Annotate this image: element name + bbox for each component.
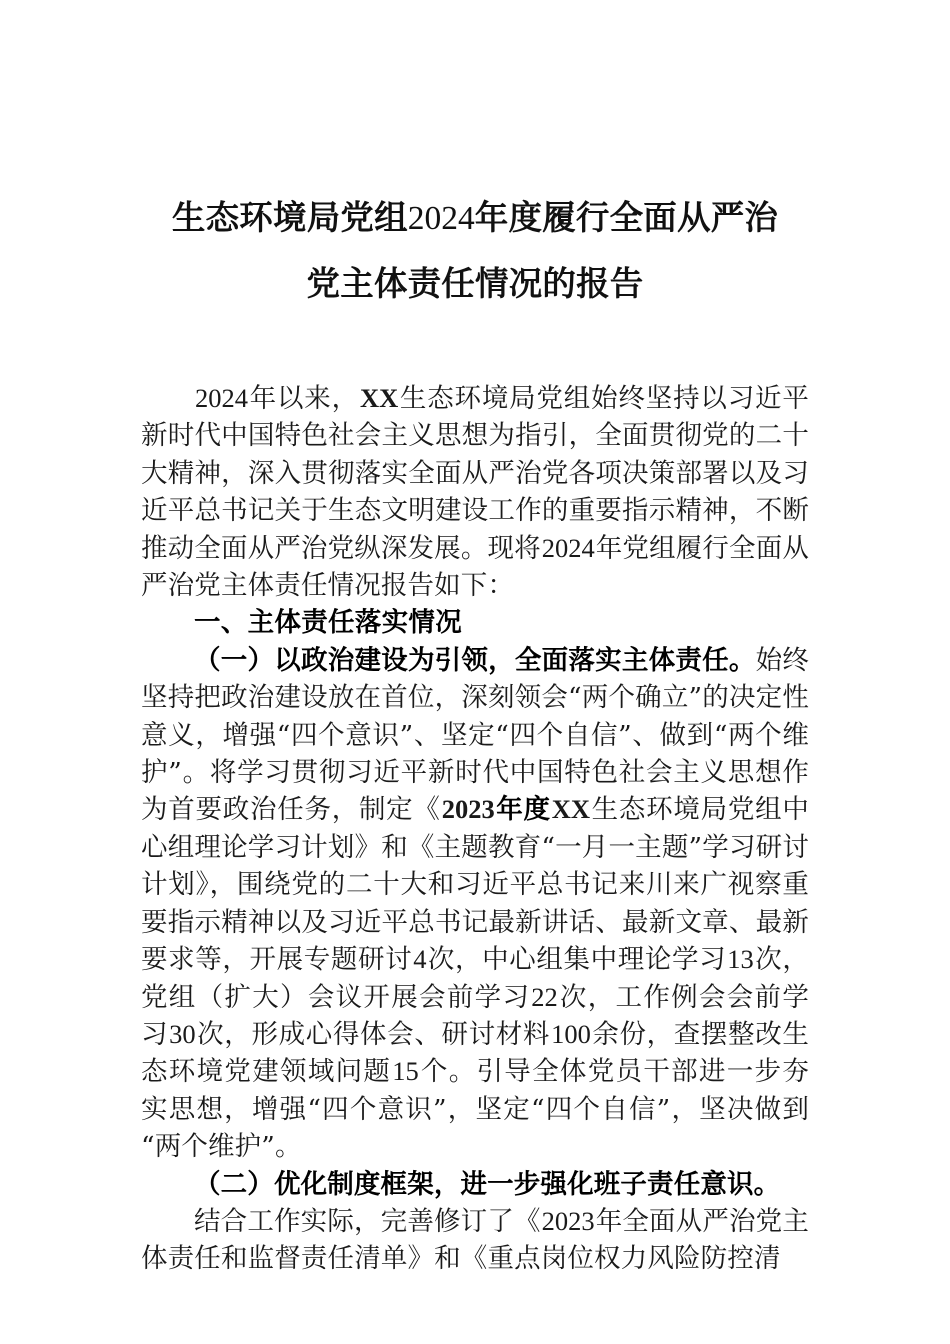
opening-paragraph (141, 380, 809, 604)
title-year: 2024 (407, 200, 475, 237)
inline-number: 13 (727, 944, 754, 975)
inline-number: 100 (551, 1018, 591, 1049)
page-title (141, 0, 809, 318)
inline-number: 22 (531, 981, 558, 1012)
paragraph-1-1 (141, 642, 809, 1166)
paragraph-lead: （一）以政治建设为引领，全面落实主体责任。 (194, 644, 756, 676)
inline-text: 次，党组（扩大）会议开展会前学习 (141, 944, 809, 1013)
title-part-a: 生态环境局党组 (171, 200, 408, 237)
inline-text: 余份，查摆整改生态环境党建领域问题 (141, 1018, 810, 1088)
inline-number: 4 (413, 944, 427, 975)
inline-number: 2024 (541, 532, 595, 563)
inline-text: 次，中心组集中理论学习 (427, 944, 727, 976)
inline-text: 个。引导全体党员干部进一步夯实思想，增强“四个意识”，坚定“四个自信”，坚决做到“两个维护”。 (141, 1056, 809, 1163)
subheading-1-2: （二）优化制度框架，进一步强化班子责任意识。 (194, 1168, 781, 1200)
inline-number: 2023 (441, 794, 495, 825)
inline-number: 2023 (541, 1205, 595, 1236)
inline-text: 年全面从严治党主体责任和监督责任清单》和《重点岗位权力风险防控清 (141, 1205, 810, 1275)
inline-emphasis: 年度 (495, 794, 551, 826)
inline-latin: XX (359, 383, 399, 413)
inline-number: 30 (169, 1018, 196, 1049)
inline-text: 次，工作例会会前学习 (141, 981, 809, 1050)
paragraph-1-2 (141, 1203, 809, 1278)
inline-number: 15 (392, 1056, 419, 1087)
title-part-b: 年度履行全面从严治 (474, 200, 779, 237)
inline-text: 始终坚持把政治建设放在首位，深刻领会“两个确立”的决定性意义，增强“四个意识”、坚定“四个自信”、做到“两个维护”。将学习贯彻习近平新时代中国特色社会主义思想作为首要政治任务，制定《 (141, 644, 809, 826)
document-body (141, 380, 809, 1278)
section-heading-1: 一、主体责任落实情况 (194, 607, 462, 638)
inline-text: 生态环境局党组中心组理论学习计划》和《主题教育“一月一主题”学习研讨计划》，围绕党的二十大和习近平总书记来川来广视察重要指示精神以及习近平总书记最新讲话、最新文章、最新要求等，开展专题研讨 (141, 794, 810, 976)
inline-text: 次，形成心得体会、研讨材料 (196, 1018, 551, 1050)
inline-text: 年党组履行全面从严治党主体责任情况报告如下： (141, 532, 809, 602)
title-part-c: 党主体责任情况的报告 (306, 266, 644, 303)
document-content (141, 0, 809, 1278)
inline-number: 2024 (195, 383, 248, 413)
inline-latin: XX (551, 794, 591, 825)
inline-text: 年以来， (249, 383, 359, 414)
inline-text: 生态环境局党组始终坚持以习近平新时代中国特色社会主义思想为指引，全面贯彻党的二十大精神，深入贯彻落实全面从严治党各项决策部署以及习近平总书记关于生态文明建设工作的重要指示精神，不断推动全面从严治党纵深发展。现将 (141, 383, 810, 564)
inline-text: 结合工作实际，完善修订了《 (194, 1205, 541, 1237)
